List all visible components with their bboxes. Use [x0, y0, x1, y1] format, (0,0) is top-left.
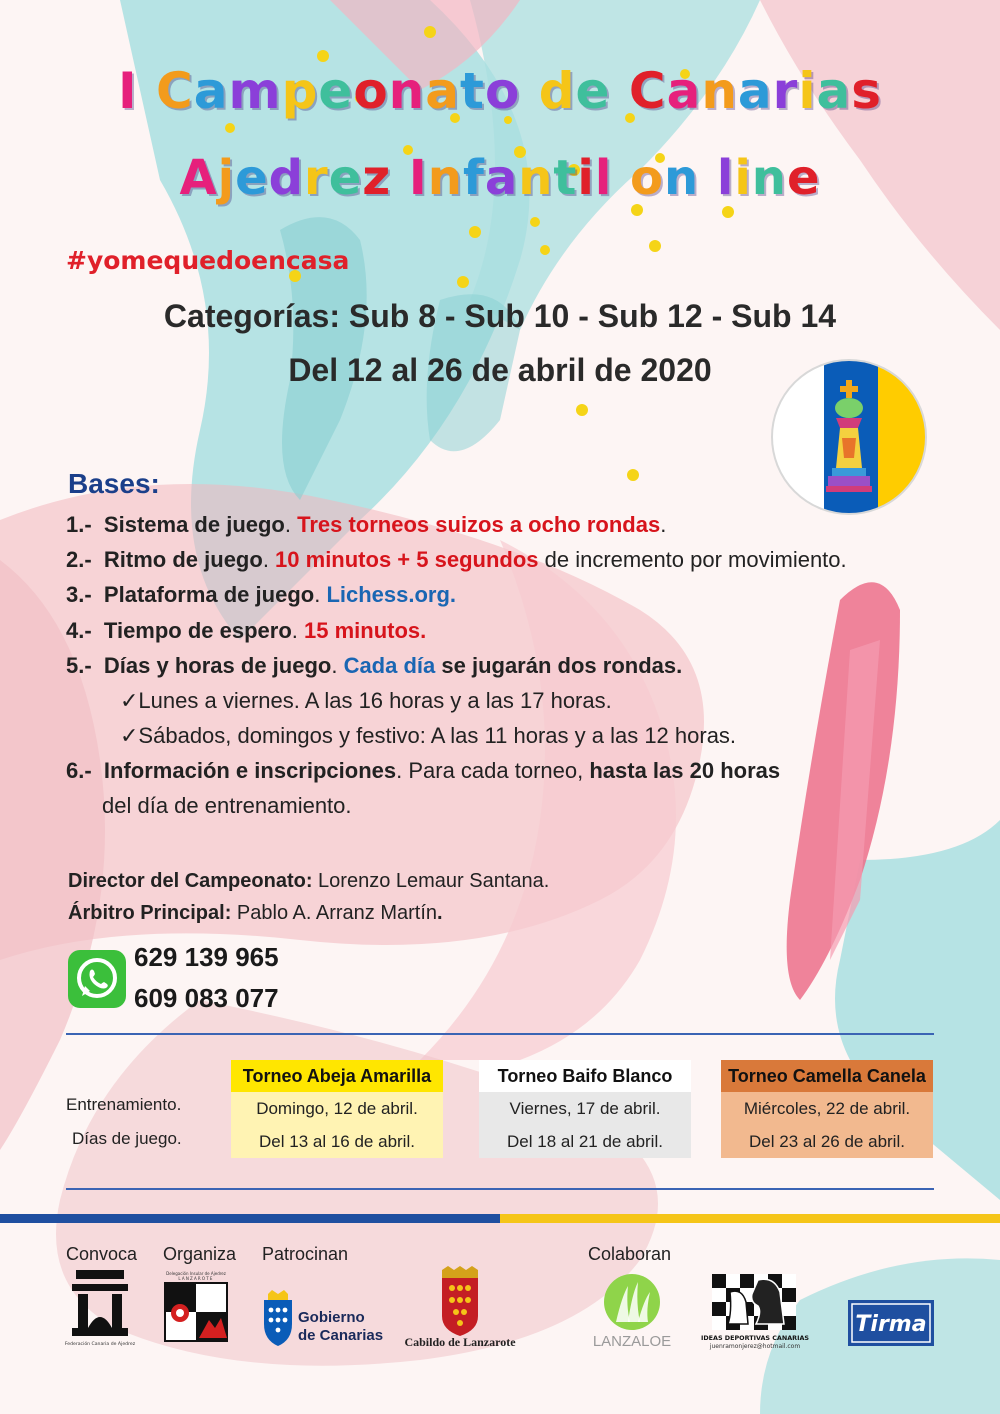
- game-days-label: Días de juego.: [72, 1129, 182, 1148]
- phone-2[interactable]: 609 083 077: [134, 983, 279, 1013]
- convoca-label: Convoca: [66, 1244, 138, 1264]
- tournament-camella: [721, 1060, 933, 1158]
- divider-bottom: [66, 1188, 934, 1190]
- colaboran-label: Colaboran: [588, 1244, 672, 1264]
- whatsapp-icon[interactable]: [68, 950, 126, 1008]
- main-title: I Campeonato de Canarias: [118, 62, 882, 120]
- svg-text:Federación Canaria de Ajedrez: Federación Canaria de Ajedrez: [64, 1342, 136, 1347]
- arbiter: Árbitro Principal: Pablo A. Arranz Martín.: [68, 902, 443, 924]
- rule-6: 6.- Información e inscripciones. Para cada torneo, hasta las 20 horas: [66, 758, 781, 783]
- game-dates: Del 18 al 21 de abril.: [479, 1125, 691, 1158]
- rule-5: 5.- Días y horas de juego. Cada día se jugarán dos rondas.: [66, 653, 683, 678]
- rule-4: 4.- Tiempo de espero. 15 minutos.: [66, 618, 427, 643]
- rule-6-line2: del día de entrenamiento.: [102, 793, 352, 818]
- bases-title: Bases:: [68, 468, 160, 499]
- tirma-logo: [846, 1298, 936, 1348]
- svg-text:IDEAS DEPORTIVAS CANARIAS: IDEAS DEPORTIVAS CANARIAS: [700, 1334, 810, 1342]
- game-dates: Del 13 al 16 de abril.: [231, 1125, 443, 1158]
- svg-text:Tirma: Tirma: [855, 1312, 927, 1337]
- fca-logo: [62, 1270, 138, 1348]
- ideas-deportivas-logo: [700, 1272, 810, 1352]
- svg-text:de Canarias: de Canarias: [298, 1327, 384, 1344]
- organiza-label: Organiza: [163, 1244, 237, 1264]
- rule-1: 1.- Sistema de juego. Tres torneos suizos a ocho rondas.: [66, 512, 667, 537]
- svg-text:Cabildo de Lanzarote: Cabildo de Lanzarote: [404, 1335, 516, 1349]
- schedule-weekends: ✓Sábados, domingos y festivo: A las 11 horas y a las 12 horas.: [120, 723, 737, 748]
- training-date: Domingo, 12 de abril.: [231, 1092, 443, 1125]
- categories-heading: Categorías: Sub 8 - Sub 10 - Sub 12 - Sub 14: [163, 298, 837, 334]
- patrocinan-label: Patrocinan: [262, 1244, 349, 1264]
- gobierno-canarias-logo: [258, 1290, 386, 1348]
- game-dates: Del 23 al 26 de abril.: [721, 1125, 933, 1158]
- svg-text:juenramonjerez@hotmail.com: juenramonjerez@hotmail.com: [709, 1343, 801, 1350]
- dates-heading: Del 12 al 26 de abril de 2020: [288, 352, 712, 388]
- svg-text:Delegación Insular de Ajedrez: Delegación Insular de Ajedrez: [166, 1271, 226, 1276]
- training-date: Miércoles, 22 de abril.: [721, 1092, 933, 1125]
- rule-2: 2.- Ritmo de juego. 10 minutos + 5 segundos de incremento por movimiento.: [66, 547, 847, 572]
- tournament-name: Torneo Baifo Blanco: [479, 1060, 691, 1092]
- tournament-name: Torneo Camella Canela: [721, 1060, 933, 1092]
- tournament-abeja: [231, 1060, 443, 1158]
- divider-top: [66, 1033, 934, 1035]
- training-label: Entrenamiento.: [66, 1095, 182, 1114]
- hashtag: #yomequedoencasa: [66, 246, 350, 275]
- band-blue: [0, 1214, 500, 1223]
- rule-3: 3.- Plataforma de juego. Lichess.org.: [66, 582, 457, 607]
- svg-text:LANZAROTE: LANZAROTE: [178, 1276, 214, 1281]
- svg-text:Gobierno: Gobierno: [298, 1309, 365, 1326]
- delegacion-lanzarote-logo: [163, 1270, 229, 1348]
- director: Director del Campeonato: Lorenzo Lemaur Santana.: [68, 870, 550, 892]
- lichess-link[interactable]: Lichess.org.: [326, 582, 457, 607]
- canarias-king-emblem: [770, 358, 928, 516]
- phone-1[interactable]: 629 139 965: [134, 942, 279, 972]
- tournament-name: Torneo Abeja Amarilla: [231, 1060, 443, 1092]
- training-date: Viernes, 17 de abril.: [479, 1092, 691, 1125]
- cabildo-lanzarote-logo: [404, 1266, 516, 1350]
- band-yellow: [500, 1214, 1000, 1223]
- tournament-baifo: [479, 1060, 691, 1158]
- lanzaloe-logo: [586, 1272, 678, 1352]
- schedule-weekdays: ✓Lunes a viernes. A las 16 horas y a las 17 horas.: [120, 688, 612, 713]
- svg-text:LANZALOE: LANZALOE: [592, 1333, 672, 1350]
- subtitle: Ajedrez Infantil on line: [179, 150, 821, 206]
